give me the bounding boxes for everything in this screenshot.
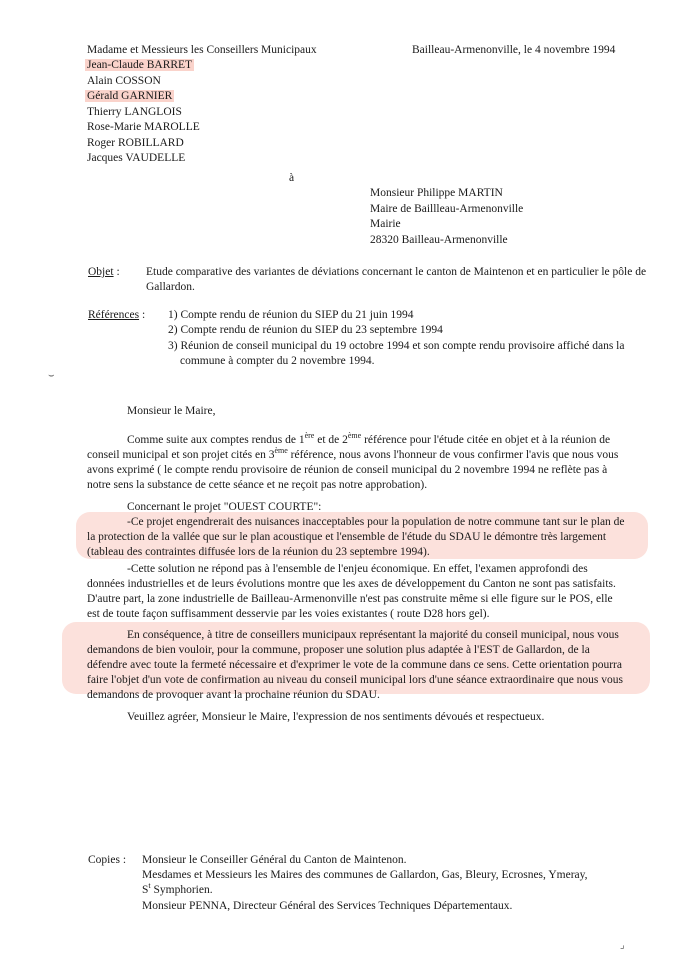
sender-name: Rose-Marie MAROLLE [87, 121, 200, 133]
body-line: données industrielles et de leurs évolutions montre que les axes de développement du Canton ne sont pas satisfaits. [87, 578, 616, 590]
closing: Veuillez agréer, Monsieur le Maire, l'expression de nos sentiments dévoués et respectueux. [127, 711, 545, 723]
recipient-line: Monsieur Philippe MARTIN [370, 187, 503, 199]
body-line: demandons de provoquer avant la prochaine réunion du SDAU. [87, 689, 380, 701]
ouest-courte-heading: Concernant le projet "OUEST COURTE": [127, 501, 322, 513]
reference-item: commune à compter du 2 novembre 1994. [180, 355, 375, 367]
sender-name: Jean-Claude BARRET [87, 59, 193, 71]
scan-mark: ⌣ [48, 370, 55, 381]
body-line: notre sens la substance de cette séance et ne reçoit pas notre approbation). [87, 479, 428, 491]
body-line: conseil municipal et son projet cités en 3ème référence, nous avons l'honneur de vous confirmer l'avis que nous vous [87, 446, 619, 461]
references-label: Références : [88, 309, 146, 321]
objet-text: Etude comparative des variantes de déviations concernant le canton de Maintenon et en particulier le pôle de [146, 266, 647, 278]
copies-line: Monsieur le Conseiller Général du Canton de Maintenon. [142, 854, 407, 866]
body-line: Comme suite aux comptes rendus de 1ère et de 2ème référence pour l'étude citée en objet et à la réunion de [127, 431, 611, 446]
body-line: demandons de bien vouloir, pour la commune, proposer une solution plus adaptée à l'EST de Gallardon, de la [87, 644, 590, 656]
body-line: défendre avec toute la fermeté nécessaire et d'exprimer le vote de la commune dans ce sens. Cette orientation pourra [87, 659, 622, 671]
sender-name: Alain COSSON [87, 75, 161, 87]
place-date: Bailleau-Armenonville, le 4 novembre 1994 [412, 44, 616, 56]
body-line: En conséquence, à titre de conseillers municipaux représentant la majorité du conseil municipal, nous vous [127, 629, 619, 641]
sender-name: Roger ROBILLARD [87, 137, 184, 149]
sender-name: Jacques VAUDELLE [87, 152, 186, 164]
recipient-line: 28320 Bailleau-Armenonville [370, 234, 508, 246]
objet-label: Objet : [88, 266, 120, 278]
scan-mark: ⌟ [620, 940, 625, 951]
reference-item: 3) Réunion de conseil municipal du 19 octobre 1994 et son compte rendu provisoire affiché dans la [168, 340, 625, 352]
recipient-line: Mairie [370, 218, 401, 230]
sender-heading: Madame et Messieurs les Conseillers Municipaux [87, 44, 317, 56]
copies-line: Mesdames et Messieurs les Maires des communes de Gallardon, Gas, Bleury, Ecrosnes, Ymeray, [142, 869, 588, 881]
reference-item: 1) Compte rendu de réunion du SIEP du 21 juin 1994 [168, 309, 414, 321]
to-word: à [289, 172, 295, 184]
salutation: Monsieur le Maire, [127, 405, 216, 417]
body-line: la protection de la vallée que sur le plan acoustique et l'ensemble de l'étude du SDAU le démontre très largement [87, 531, 607, 543]
body-line: faire l'objet d'un vote de confirmation au niveau du conseil municipal lors d'une séance extraordinaire que nous vous [87, 674, 624, 686]
reference-item: 2) Compte rendu de réunion du SIEP du 23 septembre 1994 [168, 324, 443, 336]
copies-label: Copies : [88, 854, 127, 866]
body-line: (tableau des contraintes diffusée lors de la réunion du 23 septembre 1994). [87, 546, 430, 558]
body-line: -Ce projet engendrerait des nuisances inacceptables pour la population de notre commune tant sur le plan de [127, 516, 625, 528]
body-line: est de toute façon suffisamment desservie par les voies existantes ( route D28 hors gel). [87, 608, 490, 620]
body-line: -Cette solution ne répond pas à l'ensemble de l'enjeu économique. En effet, l'examen approfondi des [127, 563, 588, 575]
body-line: D'autre part, la zone industrielle de Bailleau-Armenonville n'est pas construite même si elle figure sur le POS, elle [87, 593, 613, 605]
sender-name: Gérald GARNIER [87, 90, 173, 102]
copies-line: $S^t$ Symphorien. [142, 881, 213, 896]
objet-text: Gallardon. [146, 281, 195, 293]
copies-line: Monsieur PENNA, Directeur Général des Services Techniques Départementaux. [142, 900, 513, 912]
sender-name: Thierry LANGLOIS [87, 106, 182, 118]
recipient-line: Maire de Baillleau-Armenonville [370, 203, 524, 215]
body-line: avons exprimé ( le compte rendu provisoire de réunion de conseil municipal du 2 novembre 1994 ne reflète pas à [87, 464, 608, 476]
